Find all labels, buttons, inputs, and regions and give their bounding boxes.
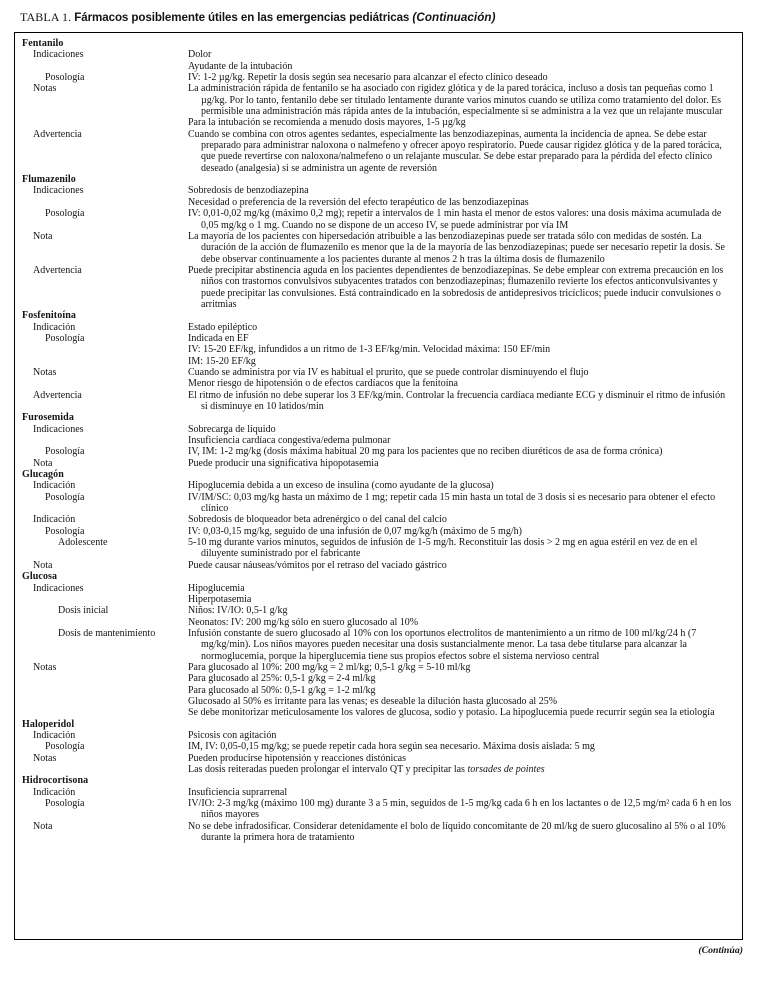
attribute-value xyxy=(188,514,732,525)
attribute-row xyxy=(15,333,732,367)
attribute-label: Notas xyxy=(33,366,57,378)
value-paragraph: IV, IM: 1-2 mg/kg (dosis máxima habitual 20 mg para los pacientes que no reciben diuréticos de asa de forma crónica) xyxy=(188,446,663,458)
value-paragraph: Dolor xyxy=(188,49,212,61)
attribute-row xyxy=(15,492,732,515)
value-paragraph: IM, IV: 0,05-0,15 mg/kg; se puede repetir cada hora según sea necesario. Máxima dosis aislada: 5 mg xyxy=(188,741,595,753)
attribute-value xyxy=(188,798,732,821)
drug-section xyxy=(15,469,732,571)
value-paragraph: Indicada en EF xyxy=(188,332,249,344)
value-paragraph: 5-10 mg durante varios minutos, seguidos de infusión de 1-5 mg/h. Reconstituir las dosis > 2 mg en agua estéril en vez de en el diluyente suministrado por el fabricante xyxy=(188,537,698,560)
attribute-value xyxy=(188,83,732,128)
value-paragraph: Menor riesgo de hipotensión o de efectos cardíacos que la fenitoína xyxy=(188,378,458,390)
value-paragraph: Puede causar náuseas/vómitos por el retraso del vaciado gástrico xyxy=(188,559,447,571)
attribute-value xyxy=(188,821,732,844)
value-paragraph: Pueden producirse hipotensión y reacciones distónicas xyxy=(188,752,406,764)
attribute-row xyxy=(15,821,732,844)
attribute-value xyxy=(188,72,732,83)
attribute-row xyxy=(15,480,732,491)
value-paragraph: Cuando se administra por vía IV es habitual el prurito, que se puede controlar disminuyendo el flujo xyxy=(188,366,589,378)
attribute-value xyxy=(188,537,732,560)
attribute-label: Posología xyxy=(45,798,85,810)
value-paragraph: Necesidad o preferencia de la reversión del efecto terapéutico de las benzodiazepinas xyxy=(188,196,529,208)
attribute-value xyxy=(188,628,732,662)
attribute-label: Notas xyxy=(33,752,57,764)
attribute-row xyxy=(15,537,732,560)
attribute-row xyxy=(15,208,732,231)
attribute-row xyxy=(15,741,732,752)
attribute-row xyxy=(15,798,732,821)
value-paragraph: IM: 15-20 EF/kg xyxy=(188,355,256,367)
attribute-value xyxy=(188,753,732,776)
value-paragraph: Infusión constante de suero glucosado al 10% con los oportunos electrolitos de mantenimiento a un ritmo de 100 ml/kg/24 h (7 mg/kg/min). Los niños mayores pueden necesitar una dosis sustancialmente menor. La tasa debe titularse para alcanzar la normoglucemia, porque la hiperglucemia tiene sus propios efectos sobre el sistema nervioso central xyxy=(188,627,697,662)
attribute-value xyxy=(188,390,732,413)
attribute-row xyxy=(15,514,732,525)
value-paragraph: Insuficiencia cardíaca congestiva/edema pulmonar xyxy=(188,435,391,447)
attribute-label: Advertencia xyxy=(33,128,82,140)
attribute-row xyxy=(15,322,732,333)
table-number-label: TABLA 1. xyxy=(20,10,72,24)
attribute-label: Nota xyxy=(33,230,53,242)
value-paragraph: Hipoglucemia xyxy=(188,582,245,594)
text-segment: Las dosis reiteradas pueden prolongar el intervalo QT y precipitar las xyxy=(188,764,468,775)
attribute-value xyxy=(188,605,732,628)
value-paragraph: Psicosis con agitación xyxy=(188,729,277,741)
attribute-label: Posología xyxy=(45,332,85,344)
drug-section xyxy=(15,174,732,310)
drug-name: Fentanilo xyxy=(22,38,64,49)
attribute-row xyxy=(15,730,732,741)
value-paragraph: Para glucosado al 50%: 0,5-1 g/kg = 1-2 ml/kg xyxy=(188,684,376,696)
attribute-value xyxy=(188,526,732,537)
value-paragraph: IV: 0,03-0,15 mg/kg, seguido de una infusión de 0,07 mg/kg/h (máximo de 5 mg/h) xyxy=(188,525,522,537)
value-paragraph: Sobrecarga de líquido xyxy=(188,423,276,435)
value-paragraph: No se debe infradosificar. Considerar detenidamente el bolo de líquido concomitante de 20 ml/kg de suero glucosalino al 5% o al 10% durante la primera hora de tratamiento xyxy=(188,820,726,844)
value-paragraph: Puede precipitar abstinencia aguda en los pacientes dependientes de benzodiazepinas. Se debe emplear con extrema precaución en los niños con trastornos convulsivos subyacentes tratados con benzodiazepinas; flumazenilo revierte los efectos anticonvulsivantes y puede precipitar las convulsiones. Está contraindicado en la sobredosis de antidepresivos tricíclicos; puede inducir convulsiones o arritmias xyxy=(188,264,724,310)
attribute-label: Dosis inicial xyxy=(58,605,109,617)
drug-name: Furosemida xyxy=(22,412,74,424)
attribute-label: Notas xyxy=(33,83,57,95)
attribute-label: Advertencia xyxy=(33,389,82,401)
attribute-value xyxy=(188,49,732,72)
attribute-value xyxy=(188,333,732,367)
drug-section xyxy=(15,412,732,469)
attribute-value xyxy=(188,662,732,719)
attribute-row xyxy=(15,662,732,719)
drug-section xyxy=(15,571,732,718)
value-paragraph: Insuficiencia suprarrenal xyxy=(188,786,288,798)
value-paragraph: Sobredosis de benzodiazepina xyxy=(188,185,309,197)
drug-name: Hidrocortisona xyxy=(22,775,89,787)
drug-name: Flumazenilo xyxy=(22,174,76,186)
attribute-label: Indicación xyxy=(33,321,76,333)
drug-section xyxy=(15,38,732,174)
value-paragraph: Hipoglucemia debida a un exceso de insulina (como ayudante de la glucosa) xyxy=(188,480,494,492)
value-paragraph: IV/IO: 2-3 mg/kg (máximo 100 mg) durante 3 a 5 min, seguidos de 1-5 mg/kg cada 6 h en los lactantes o de 12,5 mg/m² cada 6 h en los niños mayores xyxy=(188,798,732,821)
attribute-row xyxy=(15,231,732,265)
attribute-label: Indicaciones xyxy=(33,582,84,594)
drug-name: Haloperidol xyxy=(22,718,75,730)
attribute-row xyxy=(15,49,732,72)
attribute-label: Indicación xyxy=(33,729,76,741)
value-paragraph: IV: 15-20 EF/kg, infundidos a un ritmo de 1-3 EF/kg/min. Velocidad máxima: 150 EF/min xyxy=(188,344,551,356)
attribute-label: Posología xyxy=(45,72,85,84)
attribute-label: Nota xyxy=(33,559,53,571)
value-paragraph: IV/IM/SC: 0,03 mg/kg hasta un máximo de 1 mg; repetir cada 15 min hasta un total de 3 dosis si es necesario para obtener el efecto clínico xyxy=(188,491,716,515)
attribute-label: Posología xyxy=(45,446,85,458)
attribute-label: Adolescente xyxy=(58,537,108,549)
drug-name: Glucosa xyxy=(22,571,58,583)
page-title xyxy=(20,10,770,25)
attribute-row xyxy=(15,185,732,208)
value-paragraph: Para glucosado al 10%: 200 mg/kg = 2 ml/kg; 0,5-1 g/kg = 5-10 ml/kg xyxy=(188,661,471,673)
value-paragraph: IV: 0,01-0,02 mg/kg (máximo 0,2 mg); repetir a intervalos de 1 min hasta el menor de estos valores: una dosis máxima acumulada de 0,05 mg/kg o 1 mg. Cuando no se dispone de un acceso IV, se puede administrar por vía IM xyxy=(188,208,722,231)
value-paragraph: La administración rápida de fentanilo se ha asociado con rigidez glótica y de la pared torácica, incluso a dosis tan pequeñas como 1 µg/kg. Por lo tanto, fentanilo debe ser titulado lentamente durante varios minutos cuando se utiliza como tratamiento del dolor. Es permisible una administración más rápida antes de la intubación, especialmente si se administra a la vez que un relajante muscular xyxy=(188,83,723,118)
attribute-value xyxy=(188,480,732,491)
attribute-value xyxy=(188,185,732,208)
table-title-text: Fármacos posiblemente útiles en las emergencias pediátricas xyxy=(74,11,410,24)
value-paragraph: Niños: IV/IO: 0,5-1 g/kg xyxy=(188,605,288,617)
attribute-value xyxy=(188,446,732,457)
attribute-label: Indicación xyxy=(33,480,76,492)
drug-section xyxy=(15,310,732,412)
drug-table xyxy=(14,32,743,940)
attribute-value xyxy=(188,367,732,390)
attribute-row xyxy=(15,787,732,798)
attribute-row xyxy=(15,367,732,390)
drug-section xyxy=(15,719,732,776)
value-paragraph xyxy=(188,764,732,775)
attribute-label: Posología xyxy=(45,525,85,537)
attribute-label: Nota xyxy=(33,457,53,469)
attribute-value xyxy=(188,265,732,310)
attribute-value xyxy=(188,730,732,741)
value-paragraph: Se debe monitorizar meticulosamente los valores de glucosa, sodio y potasio. La hipoglucemia puede recurrir según sea la etiología xyxy=(188,707,715,719)
value-paragraph: Neonatos: IV: 200 mg/kg sólo en suero glucosado al 10% xyxy=(188,616,419,628)
value-paragraph: Cuando se combina con otros agentes sedantes, especialmente las benzodiazepinas, aumenta la incidencia de apnea. Se debe estar preparado para administrar naloxona o nalmefeno y ofrecer apoyo respiratorio. Puede causar rigidez glótica y de la pared torácica, que puede revertirse con naloxona/nalmefeno o un relajante muscular. Se debe estar preparado para la pérdida del efecto clínico deseado (analgesia) si se administra un agente de reversión xyxy=(188,128,722,174)
attribute-row xyxy=(15,458,732,469)
value-paragraph: Estado epiléptico xyxy=(188,321,258,333)
attribute-row xyxy=(15,129,732,174)
value-paragraph: Sobredosis de bloqueador beta adrenérgico o del canal del calcio xyxy=(188,514,447,526)
attribute-row xyxy=(15,526,732,537)
value-paragraph: Ayudante de la intubación xyxy=(188,60,293,72)
italic-term: torsades de pointes xyxy=(467,764,545,775)
value-paragraph: Para glucosado al 25%: 0,5-1 g/kg = 2-4 ml/kg xyxy=(188,673,376,685)
attribute-value xyxy=(188,208,732,231)
drug-table-body xyxy=(15,38,732,843)
attribute-row xyxy=(15,424,732,447)
table-continuation-label: (Continuación) xyxy=(412,11,496,24)
attribute-row xyxy=(15,265,732,310)
attribute-value xyxy=(188,129,732,174)
attribute-row xyxy=(15,628,732,662)
attribute-label: Nota xyxy=(33,820,53,832)
attribute-label: Dosis de mantenimiento xyxy=(58,627,156,639)
attribute-label: Posología xyxy=(45,741,85,753)
attribute-value xyxy=(188,458,732,469)
value-paragraph: Para la intubación se recomienda a menudo dosis mayores, 1-5 µg/kg xyxy=(188,117,466,129)
attribute-value xyxy=(188,322,732,333)
attribute-label: Posología xyxy=(45,491,85,503)
value-paragraph: La mayoría de los pacientes con hipersedación atribuible a las benzodiazepinas puede ser tratada sólo con medidas de sostén. La duración de la acción de flumazenilo es menor que la de la mayoría de las benzodiazepinas; puede ser necesario repetir la dosis. Se debe observar continuamente a los pacientes durante al menos 2 h tras la última dosis de flumazenilo xyxy=(188,230,725,265)
attribute-value xyxy=(188,231,732,265)
attribute-row xyxy=(15,753,732,776)
attribute-value xyxy=(188,787,732,798)
attribute-label: Indicaciones xyxy=(33,185,84,197)
attribute-label: Indicaciones xyxy=(33,49,84,61)
attribute-value xyxy=(188,583,732,606)
attribute-row xyxy=(15,72,732,83)
drug-section xyxy=(15,775,732,843)
attribute-row xyxy=(15,605,732,628)
attribute-value xyxy=(188,560,732,571)
attribute-label: Indicación xyxy=(33,514,76,526)
attribute-row xyxy=(15,560,732,571)
attribute-value xyxy=(188,741,732,752)
attribute-value xyxy=(188,492,732,515)
attribute-row xyxy=(15,583,732,606)
value-paragraph: IV: 1-2 µg/kg. Repetir la dosis según sea necesario para alcanzar el efecto clínico deseado xyxy=(188,72,548,84)
attribute-label: Notas xyxy=(33,661,57,673)
attribute-label: Indicaciones xyxy=(33,423,84,435)
attribute-row xyxy=(15,390,732,413)
value-paragraph: Glucosado al 50% es irritante para las venas; es deseable la dilución hasta glucosado al 25% xyxy=(188,695,558,707)
drug-name: Fosfenitoína xyxy=(22,310,76,322)
drug-name: Glucagón xyxy=(22,469,64,481)
attribute-value xyxy=(188,424,732,447)
continua-footer-note: (Continúa) xyxy=(698,945,743,956)
attribute-row xyxy=(15,83,732,128)
attribute-row xyxy=(15,446,732,457)
attribute-label: Posología xyxy=(45,208,85,220)
value-paragraph: Puede producir una significativa hipopotasemia xyxy=(188,457,379,469)
attribute-label: Indicación xyxy=(33,786,76,798)
attribute-label: Advertencia xyxy=(33,264,82,276)
value-paragraph: El ritmo de infusión no debe superar los 3 EF/kg/min. Controlar la frecuencia cardíaca mediante ECG y disminuir el ritmo de infusión si disminuye en 10 latidos/min xyxy=(188,389,726,412)
value-paragraph: Hiperpotasemia xyxy=(188,593,252,605)
